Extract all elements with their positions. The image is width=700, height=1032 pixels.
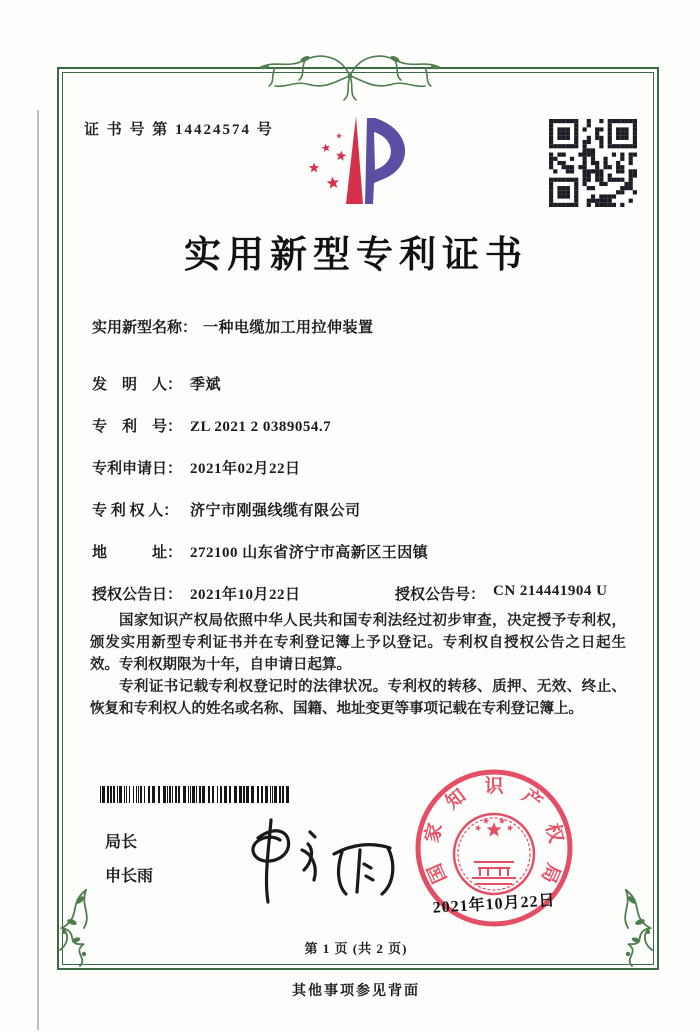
field-value: 季斌 [190, 377, 222, 393]
seal-char: 国 [424, 860, 452, 886]
field-row-inventor [92, 373, 622, 415]
barcode [100, 786, 290, 803]
cnipa-logo-icon [283, 110, 417, 216]
field-label: 专 利 号： [92, 419, 183, 435]
seal-char: 权 [541, 821, 567, 845]
field-label: 发 明 人： [92, 377, 183, 393]
scan-artifact-line [37, 110, 39, 1030]
grant-date-label: 授权公告日： [92, 587, 183, 603]
seal-char: 局 [536, 860, 564, 886]
field-label: 专利申请日： [92, 461, 183, 477]
field-label: 实用新型名称： [92, 320, 198, 336]
director-title: 局长 [105, 834, 138, 851]
field-value: ZL 2021 2 0389054.7 [190, 419, 332, 435]
field-row-address [92, 541, 622, 583]
director-name: 申长雨 [105, 868, 154, 885]
page-number: 第 1 页 (共 2 页) [304, 941, 408, 956]
field-label: 地 址： [92, 545, 183, 561]
certificate-title: 实用新型专利证书 [184, 235, 528, 276]
seal-char: 家 [421, 821, 447, 845]
legal-paragraph-1: 国家知识产权局依照中华人民共和国专利法经过初步审查，决定授予专利权，颁发实用新型专利证书并在专利登记簿上予以登记。专利权自授权公告之日起生效。专利权期限为十年，自申请日起算。 [90, 613, 626, 673]
seal-char: 产 [517, 785, 546, 814]
grant-number-value: CN 214441904 U [493, 583, 608, 599]
director-signature-icon [200, 808, 410, 908]
field-row-utility-model-name [92, 316, 622, 373]
field-row-patentee [92, 499, 622, 541]
field-value: 济宁市刚强线缆有限公司 [190, 503, 361, 519]
back-side-note: 其他事项参见背面 [292, 984, 420, 999]
top-floral-ornament-icon [245, 42, 455, 104]
field-row-filing-date [92, 457, 622, 499]
signoff-block [105, 826, 153, 894]
grant-number-label: 授权公告号： [395, 587, 486, 603]
field-row-patent-number [92, 415, 622, 457]
field-label: 专 利 权 人： [92, 503, 179, 519]
patent-info-fields [92, 316, 622, 625]
seal-char: 识 [484, 776, 504, 797]
certificate-number: 证 书 号 第 14424574 号 [84, 122, 274, 138]
field-value: 2021年02月22日 [190, 461, 301, 477]
national-emblem-icon [454, 814, 534, 894]
seal-date: 2021年10月22日 [432, 892, 557, 917]
field-value: 一种电缆加工用拉伸装置 [203, 320, 374, 336]
legal-paragraph-2: 专利证书记载专利权登记时的法律状况。专利权的转移、质押、无效、终止、恢复和专利权人的姓名或名称、国籍、地址变更等事项记载在专利登记簿上。 [90, 679, 626, 717]
grant-date-value: 2021年10月22日 [190, 587, 301, 603]
field-value: 272100 山东省济宁市高新区王因镇 [190, 545, 429, 561]
seal-char: 知 [442, 785, 471, 814]
legal-text-block [90, 610, 626, 720]
qr-code [549, 119, 637, 207]
